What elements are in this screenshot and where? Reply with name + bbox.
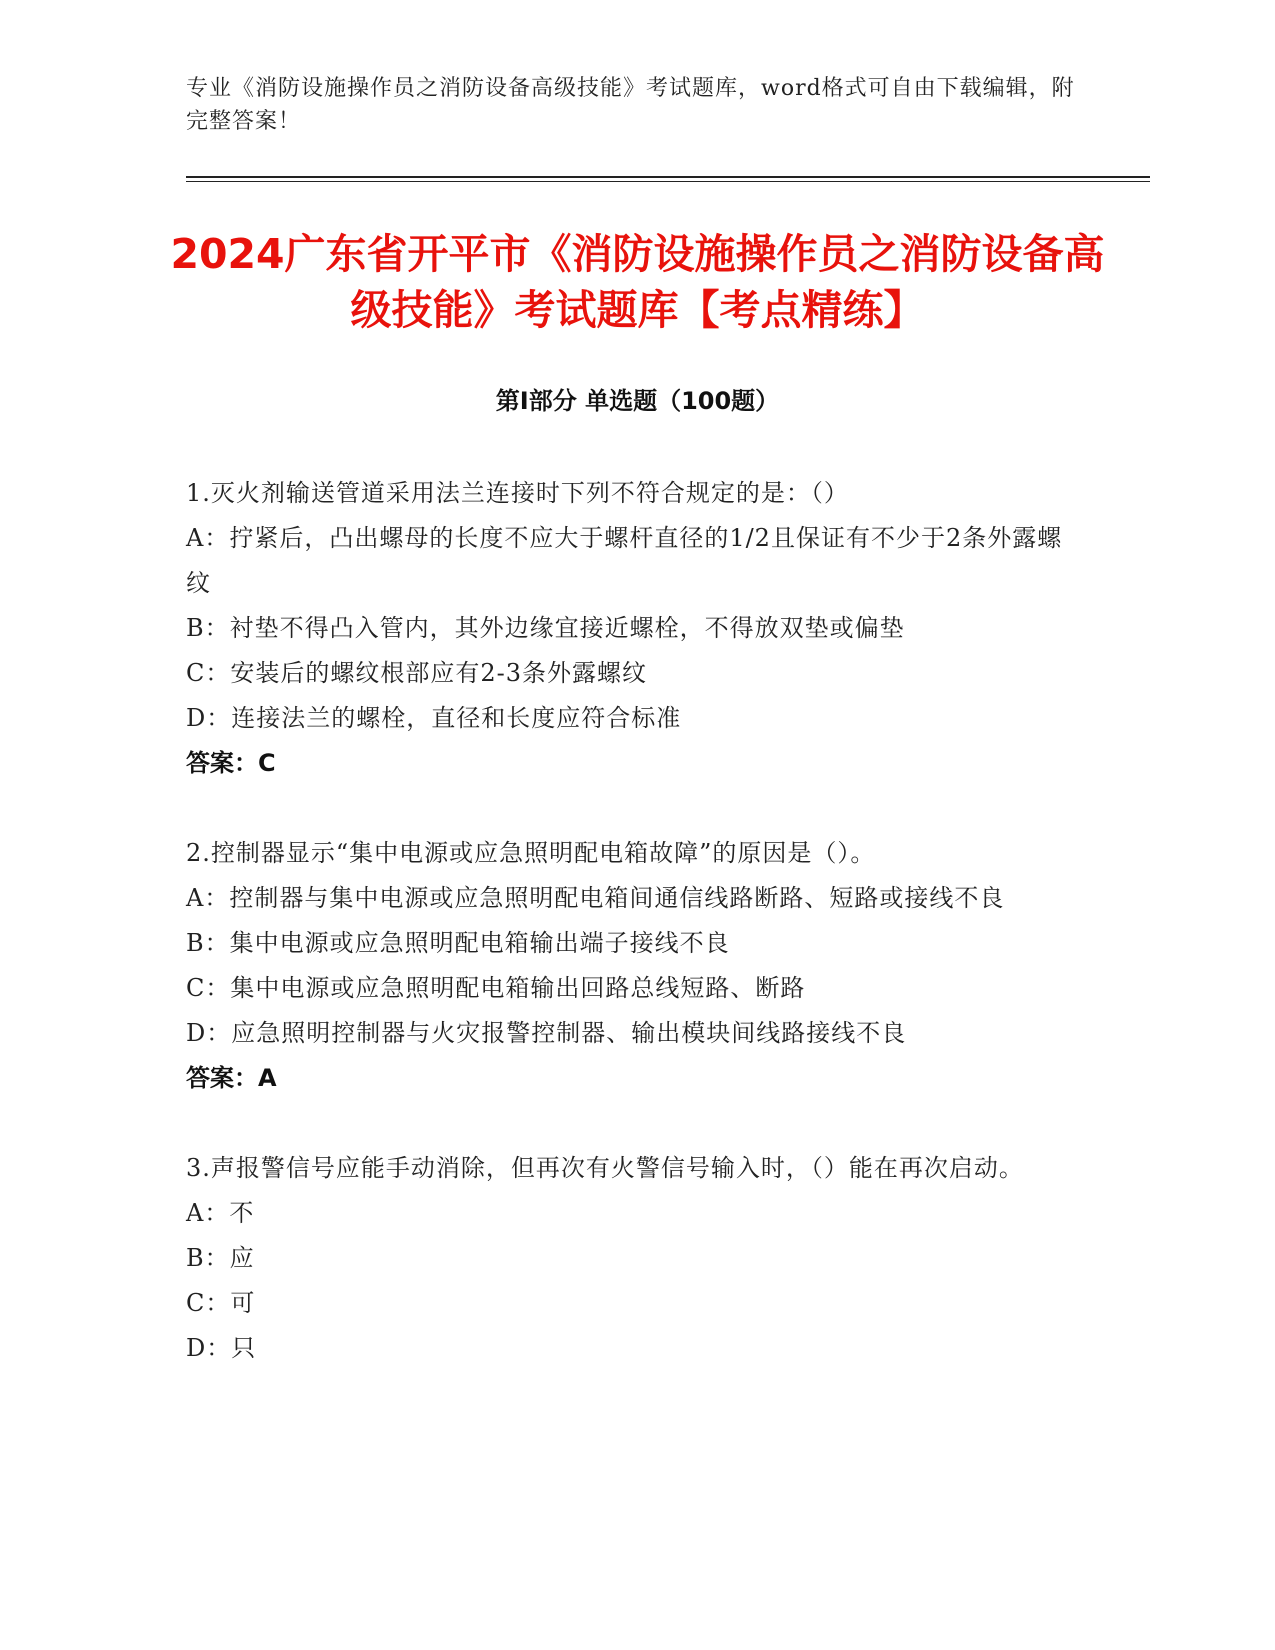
question-1: [186, 471, 1086, 786]
option-a: A：控制器与集中电源或应急照明配电箱间通信线路断路、短路或接线不良: [186, 884, 1005, 912]
section-title: 第I部分 单选题（100题）: [495, 387, 780, 415]
option-c: C：可: [186, 1289, 256, 1317]
option-b: B：应: [186, 1244, 255, 1272]
header-rule-thin: [186, 181, 1150, 182]
question-stem: 3.声报警信号应能手动消除，但再次有火警信号输入时，（）能在再次启动。: [186, 1154, 1024, 1182]
question-2: [186, 831, 1086, 1101]
option-d: D：连接法兰的螺栓，直径和长度应符合标准: [186, 704, 682, 732]
question-stem: 1.灭火剂输送管道采用法兰连接时下列不符合规定的是：（）: [186, 479, 849, 507]
header-note: 专业《消防设施操作员之消防设备高级技能》考试题库，word格式可自由下载编辑，附完整答案！: [186, 76, 1075, 134]
option-a: A：拧紧后，凸出螺母的长度不应大于螺杆直径的1/2且保证有不少于2条外露螺纹: [186, 524, 1063, 597]
header-rule-thick: [186, 176, 1150, 178]
option-b: B：集中电源或应急照明配电箱输出端子接线不良: [186, 929, 730, 957]
answer: 答案：C: [186, 749, 276, 777]
option-d: D：应急照明控制器与火灾报警控制器、输出模块间线路接线不良: [186, 1019, 907, 1047]
option-d: D：只: [186, 1334, 257, 1362]
question-list: [186, 471, 1086, 1416]
question-3: [186, 1146, 1086, 1371]
option-a: A：不: [186, 1199, 255, 1227]
option-b: B：衬垫不得凸入管内，其外边缘宜接近螺栓，不得放双垫或偏垫: [186, 614, 905, 642]
answer: 答案：A: [186, 1064, 277, 1092]
option-c: C：集中电源或应急照明配电箱输出回路总线短路、断路: [186, 974, 806, 1002]
document-title: 2024广东省开平市《消防设施操作员之消防设备高级技能》考试题库【考点精练】: [170, 230, 1105, 334]
question-stem: 2.控制器显示“集中电源或应急照明配电箱故障”的原因是（）。: [186, 839, 876, 867]
option-c: C：安装后的螺纹根部应有2-3条外露螺纹: [186, 659, 648, 687]
